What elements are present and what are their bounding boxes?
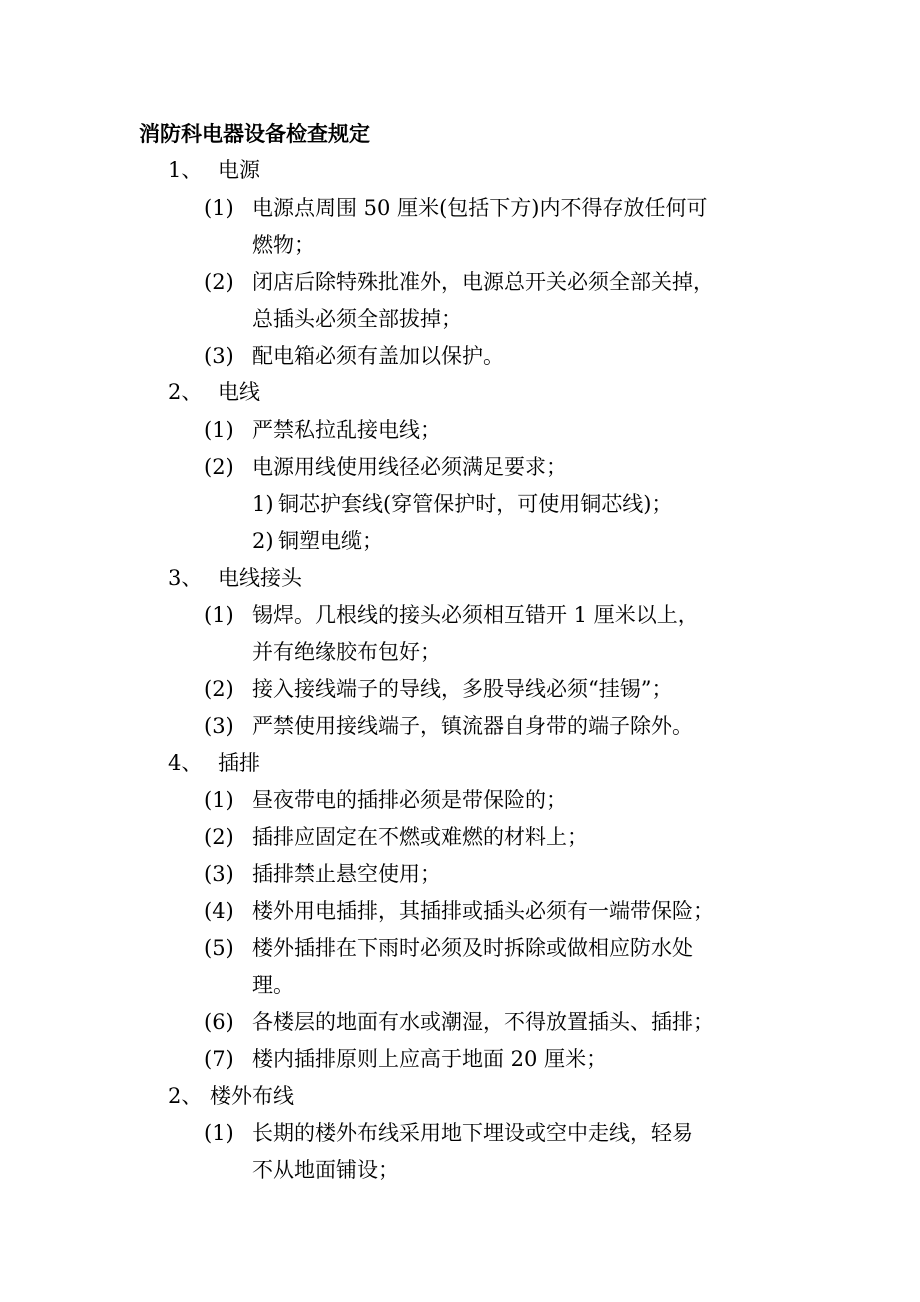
section-title: 插排 (218, 751, 260, 775)
item-text: 楼外用电插排，其插排或插头必须有一端带保险； (252, 899, 714, 923)
item-text: 电源用线使用线径必须满足要求； (252, 455, 567, 479)
item-number: (1) (204, 196, 234, 220)
item-number: (2) (204, 455, 234, 479)
item-number: (2) (204, 825, 234, 849)
item-text: 楼内插排原则上应高于地面 20 厘米； (252, 1047, 608, 1071)
item-text: 接入接线端子的导线，多股导线必须“挂锡”； (252, 677, 673, 701)
item-number: (1) (204, 788, 234, 812)
item-number: (3) (204, 714, 234, 738)
item-text: 楼外插排在下雨时必须及时拆除或做相应防水处 理。 (252, 936, 693, 997)
item-number: (1) (204, 1121, 234, 1145)
item-number: (3) (204, 344, 234, 368)
item-number: (5) (204, 936, 234, 960)
item-text: 锡焊。几根线的接头必须相互错开 1 厘米以上， 并有绝缘胶布包好； (252, 603, 699, 664)
item-text: 插排禁止悬空使用； (252, 862, 441, 886)
section-heading (168, 1078, 294, 1114)
item-text: 电源点周围 50 厘米(包括下方)内不得存放任何可 燃物； (252, 196, 708, 257)
section-title: 电线 (218, 380, 260, 404)
item-number: (4) (204, 899, 234, 923)
section-number: 2、 (168, 1084, 203, 1108)
item-number: (6) (204, 1010, 234, 1034)
item-number: (2) (204, 677, 234, 701)
item-text: 各楼层的地面有水或潮湿，不得放置插头、插排； (252, 1010, 714, 1034)
sub-item-text: 铜塑电缆； (278, 529, 383, 553)
sub-list-item (252, 486, 672, 522)
section-title: 楼外布线 (210, 1084, 294, 1108)
section-title: 电源 (218, 158, 260, 182)
section-title: 电线接头 (218, 566, 302, 590)
section-heading (168, 745, 260, 781)
item-text: 配电箱必须有盖加以保护。 (252, 344, 504, 368)
item-number: (2) (204, 270, 234, 294)
item-text: 严禁使用接线端子，镇流器自身带的端子除外。 (252, 714, 693, 738)
sub-item-number: 2) (252, 529, 274, 553)
item-number: (7) (204, 1047, 234, 1071)
section-number: 2、 (168, 380, 203, 404)
item-text: 昼夜带电的插排必须是带保险的； (252, 788, 567, 812)
document-title: 消防科电器设备检查规定 (139, 121, 370, 146)
section-number: 4、 (168, 751, 203, 775)
item-number: (1) (204, 603, 234, 627)
section-number: 1、 (168, 158, 203, 182)
item-text: 长期的楼外布线采用地下埋设或空中走线，轻易 不从地面铺设； (252, 1121, 693, 1182)
section-number: 3、 (168, 566, 203, 590)
section-heading (168, 560, 302, 596)
sub-item-number: 1) (252, 492, 274, 516)
item-number: (1) (204, 418, 234, 442)
section-heading (168, 152, 260, 188)
section-heading (168, 374, 260, 410)
item-text: 严禁私拉乱接电线； (252, 418, 441, 442)
item-text: 插排应固定在不燃或难燃的材料上； (252, 825, 588, 849)
item-number: (3) (204, 862, 234, 886)
sub-item-text: 铜芯护套线(穿管保护时，可使用铜芯线)； (278, 492, 673, 516)
item-text: 闭店后除特殊批准外，电源总开关必须全部关掉， 总插头必须全部拔掉； (252, 270, 714, 331)
sub-list-item (252, 523, 383, 559)
